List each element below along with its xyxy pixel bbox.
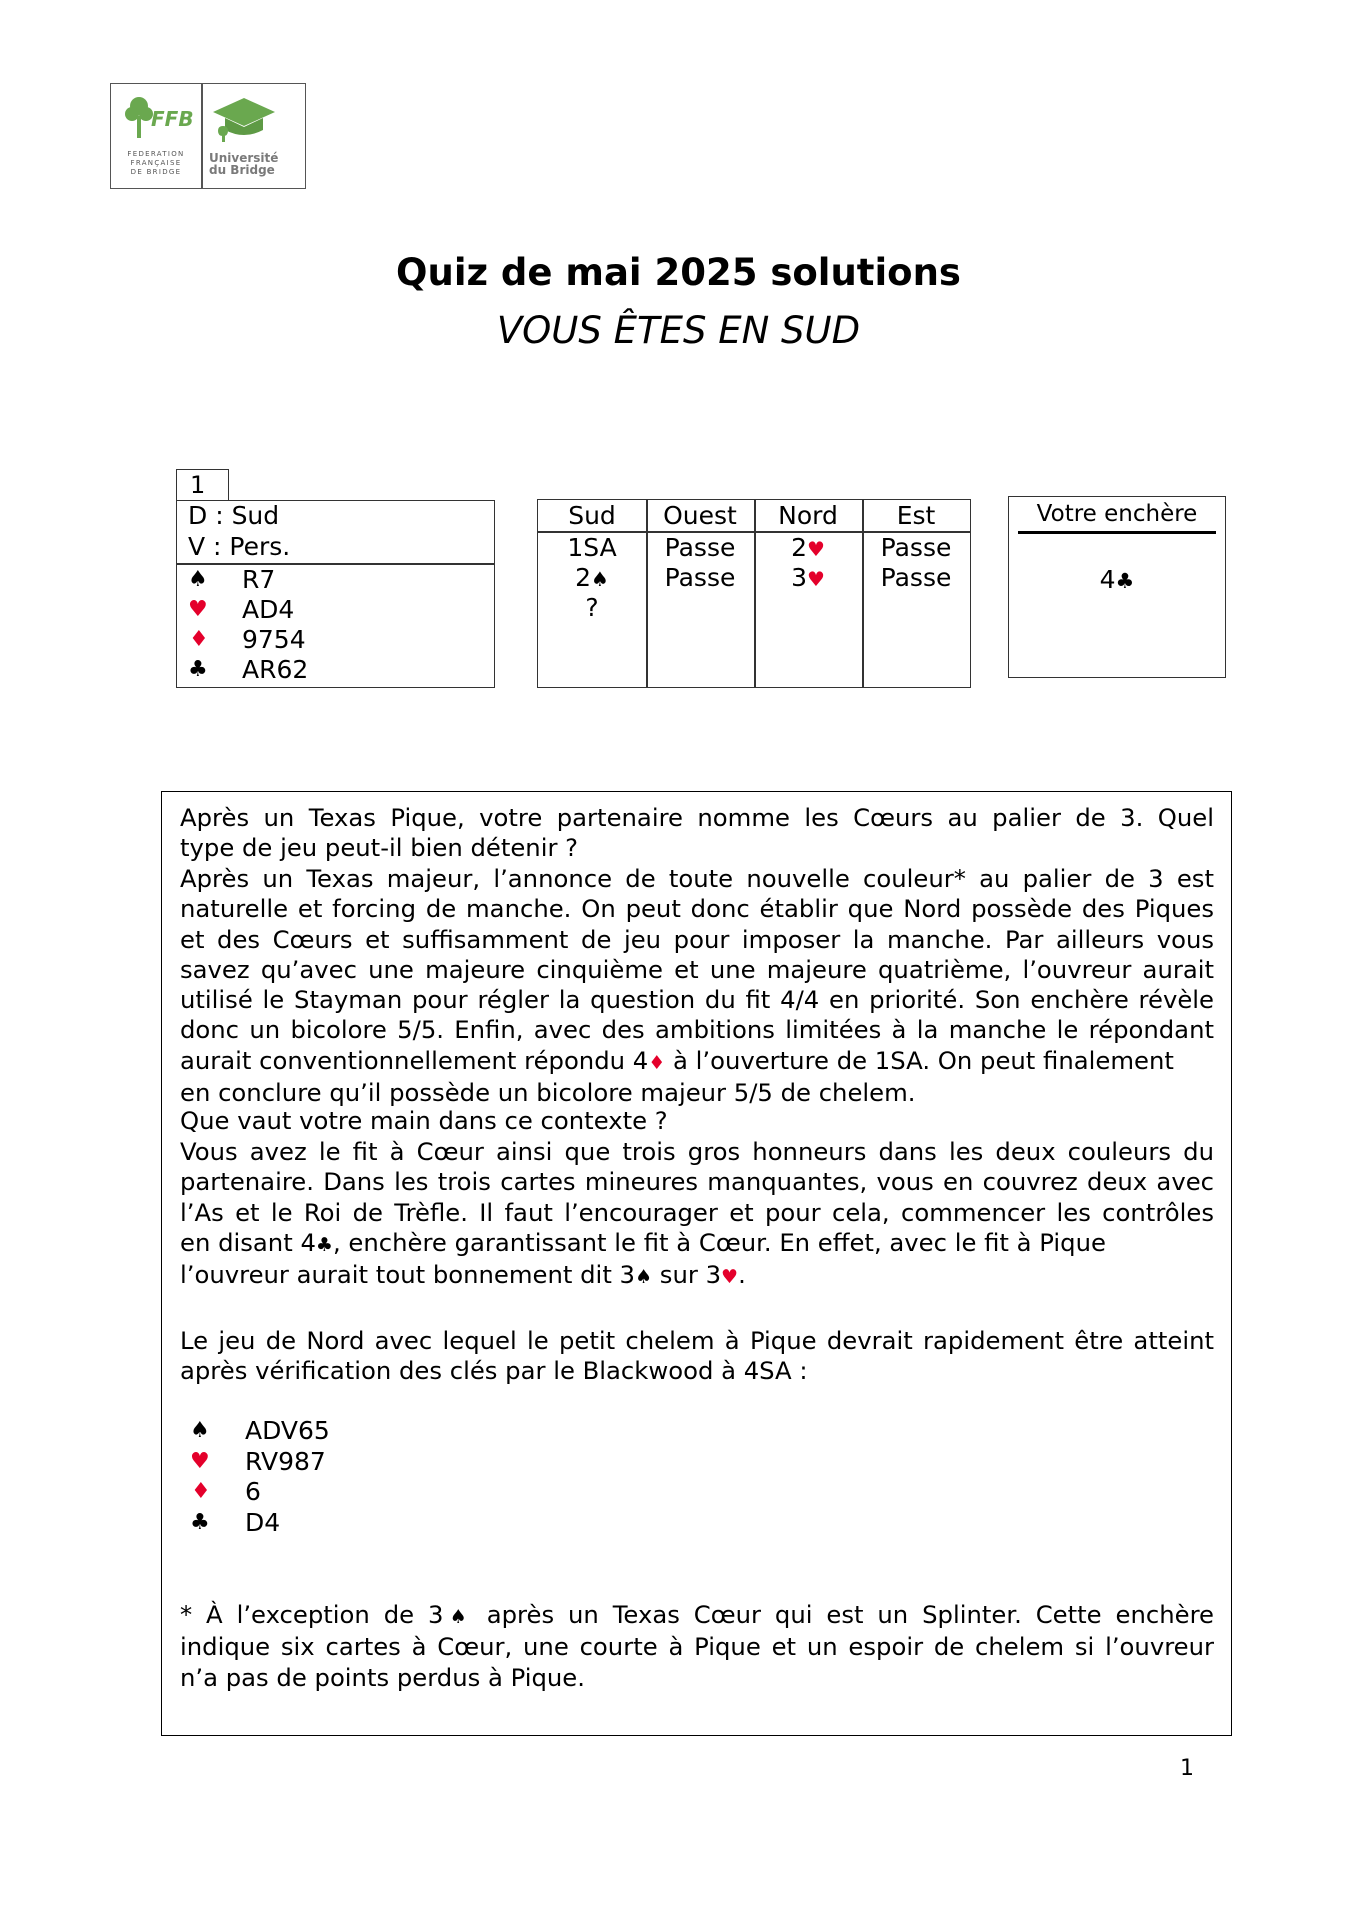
bid-est-2: Passe bbox=[880, 563, 952, 592]
bid-sud-3: ? bbox=[585, 593, 599, 622]
south-hand-box bbox=[176, 500, 495, 688]
spade-icon: ♠ bbox=[590, 567, 609, 591]
solution-box bbox=[161, 791, 1232, 1736]
page-title: Quiz de mai 2025 solutions bbox=[396, 251, 961, 294]
north-clubs: D4 bbox=[245, 1508, 281, 1537]
club-icon: ♣ bbox=[1115, 569, 1135, 593]
paragraph-question-2: Que vaut votre main dans ce contexte ? bbox=[180, 1106, 668, 1135]
heart-icon: ♥ bbox=[806, 567, 825, 591]
bid-header-ouest: Ouest bbox=[663, 501, 737, 530]
heart-icon: ♥ bbox=[188, 597, 208, 622]
ffb-logo bbox=[110, 83, 306, 189]
graduation-cap-icon bbox=[211, 96, 277, 148]
south-diamonds: 9754 bbox=[242, 625, 306, 654]
south-spades: R7 bbox=[242, 565, 276, 594]
ffb-mark: FFB bbox=[151, 107, 194, 131]
spade-icon: ♠ bbox=[188, 567, 208, 592]
dealer: D : Sud bbox=[188, 501, 280, 530]
paragraph-analysis: Après un Texas majeur, l’annonce de toute nouvelle couleur* au palier de 3 est naturelle et forcing de manche. On peut donc établir que Nord possède des Piques et des Cœurs et suffisamment de jeu pour imposer la manche. Par ailleurs vous savez qu’avec une majeure cinquième et une majeure quatrième, l’ouvreur aurait utilisé le Stayman pour régler la question du fit 4/4 en priorité. Son enchère révèle donc un bicolore 5/5. Enfin, avec des ambitions limitées à la manche le répondant aurait conventionnellement répondu 4♦ à l’ouverture de 1SA. On peut finalement en conclure qu’il possède un bicolore majeur 5/5 de chelem. bbox=[180, 864, 1214, 1108]
bid-nord-1: 2♥ bbox=[791, 533, 825, 562]
north-hearts: RV987 bbox=[245, 1447, 326, 1476]
heart-icon: ♥ bbox=[721, 1266, 739, 1289]
bid-header-nord: Nord bbox=[778, 501, 838, 530]
vulnerability: V : Pers. bbox=[188, 532, 291, 561]
club-icon: ♣ bbox=[315, 1233, 333, 1256]
deal-number: 1 bbox=[176, 469, 229, 500]
bid-header-est: Est bbox=[896, 501, 936, 530]
page-number: 1 bbox=[1180, 1756, 1194, 1781]
north-spades: ADV65 bbox=[245, 1416, 330, 1445]
answer-value: 4♣ bbox=[1099, 565, 1135, 594]
answer-box bbox=[1008, 496, 1226, 678]
universite-du-bridge: Université du Bridge bbox=[209, 151, 279, 177]
bid-sud-2: 2♠ bbox=[575, 563, 609, 592]
paragraph-north-hand-intro: Le jeu de Nord avec lequel le petit chelem à Pique devrait rapidement être atteint après vérification des clés par le Blackwood à 4SA : bbox=[180, 1326, 1214, 1386]
answer-title: Votre enchère bbox=[1036, 501, 1198, 527]
diamond-icon: ♦ bbox=[191, 1479, 211, 1504]
page-subtitle: VOUS ÊTES EN SUD bbox=[496, 309, 861, 352]
bid-ouest-2: Passe bbox=[664, 563, 736, 592]
paragraph-evaluation: Vous avez le fit à Cœur ainsi que trois gros honneurs dans les deux couleurs du partenaire. Dans les trois cartes mineures manquantes, vous en couvrez deux avec l’As et le Roi de Trèfle. Il faut l’encourager et pour cela, commencer les contrôles en disant 4♣, enchère garantissant le fit à Cœur. En effet, avec le fit à Pique l’ouvreur aurait tout bonnement dit 3♠ sur 3♥. bbox=[180, 1137, 1214, 1292]
bid-header-sud: Sud bbox=[568, 501, 616, 530]
line-with-club: en disant 4♣, enchère garantissant le fit à Cœur. En effet, avec le fit à Pique bbox=[180, 1227, 1106, 1257]
spade-icon: ♠ bbox=[443, 1606, 473, 1628]
bid-ouest-1: Passe bbox=[664, 533, 736, 562]
club-icon: ♣ bbox=[188, 657, 208, 682]
bid-sud-1: 1SA bbox=[567, 533, 617, 562]
paragraph-question: Après un Texas Pique, votre partenaire nomme les Cœurs au palier de 3. Quel type de jeu peut-il bien détenir ? bbox=[180, 803, 1214, 863]
footnote: * À l’exception de 3♠ après un Texas Cœur qui est un Splinter. Cette enchère indique six cartes à Cœur, une courte à Pique et un espoir de chelem si l’ouvreur n’a pas de points perdus à Pique. bbox=[180, 1600, 1214, 1692]
line-with-diamond: aurait conventionnellement répondu 4♦ à l’ouverture de 1SA. On peut finalement bbox=[180, 1045, 1174, 1075]
diamond-icon: ♦ bbox=[189, 627, 209, 652]
bidding-table bbox=[537, 499, 971, 688]
south-clubs: AR62 bbox=[242, 655, 309, 684]
club-icon: ♣ bbox=[190, 1510, 210, 1535]
ffb-tree-logo bbox=[121, 92, 195, 144]
heart-icon: ♥ bbox=[806, 537, 825, 561]
spade-icon: ♠ bbox=[190, 1418, 210, 1443]
north-diamonds: 6 bbox=[245, 1477, 261, 1506]
heart-icon: ♥ bbox=[190, 1449, 210, 1474]
ffb-full-name: FEDERATION FRANÇAISE DE BRIDGE bbox=[127, 150, 185, 176]
south-hearts: AD4 bbox=[242, 595, 295, 624]
bid-est-1: Passe bbox=[880, 533, 952, 562]
diamond-icon: ♦ bbox=[648, 1051, 666, 1074]
line-with-spade-heart: l’ouvreur aurait tout bonnement dit 3♠ sur 3♥. bbox=[180, 1260, 746, 1290]
spade-icon: ♠ bbox=[635, 1266, 653, 1289]
bid-nord-2: 3♥ bbox=[791, 563, 825, 592]
